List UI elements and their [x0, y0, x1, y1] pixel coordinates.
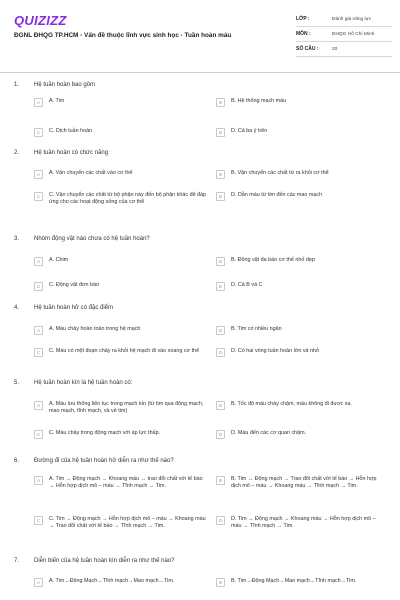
option-letter-badge: A [34, 401, 43, 410]
answer-option-b[interactable] [216, 401, 382, 410]
option-letter-badge: A [34, 326, 43, 335]
option-text: C. Tim → Động mạch → Hỗn hợp dịch mô – máu → Khoang máu → Trao đổi chất với tế bào → Tĩnh mạch → Tim. [49, 516, 206, 530]
option-letter-badge: B [216, 98, 225, 107]
option-letter-badge: A [34, 257, 43, 266]
option-letter-badge: C [34, 516, 43, 525]
option-text: A. Máu chảy hoàn toàn trong hệ mạch [49, 326, 141, 332]
option-letter-badge: D [216, 430, 225, 439]
answer-option-d[interactable] [216, 516, 382, 531]
answer-option-b[interactable] [216, 326, 382, 335]
option-text: D. Tim → Động mạch → Khoang máu → Hỗn hợp dịch mô – máu → Tĩnh mạch → Tim. [231, 516, 376, 530]
answer-option-a[interactable] [34, 578, 210, 587]
meta-row-class [296, 12, 392, 27]
answer-option-a[interactable] [34, 98, 210, 107]
question-text: Hệ tuần hoàn bao gồm [34, 82, 96, 88]
question-number: 1. [14, 82, 20, 88]
option-letter-badge: B [216, 578, 225, 587]
answer-option-c[interactable] [34, 192, 210, 207]
meta-table [296, 12, 392, 57]
option-text: B. Tim có nhiều ngăn [231, 326, 282, 332]
answer-option-b[interactable] [216, 578, 382, 587]
meta-row-subject [296, 27, 392, 42]
option-text: C. Máu chảy trong động mạch với áp lực thấp. [49, 430, 161, 436]
option-letter-badge: B [216, 326, 225, 335]
option-text: A. Vận chuyển các chất vào cơ thể [49, 170, 133, 176]
option-letter-badge: B [216, 476, 225, 485]
option-text: B. Tốc độ máu chảy chậm, máu không đi được xa. [231, 401, 352, 407]
option-letter-badge: A [34, 476, 43, 485]
option-text: C. Máu có một đoạn chảy ra khỏi hệ mạch đi vào xoang cơ thể [49, 348, 200, 354]
option-letter-badge: D [216, 282, 225, 291]
option-text: B. Tim→Động Mạch→Mao mạch→Tĩnh mạch→Tim. [231, 578, 357, 584]
question-number: 2. [14, 150, 20, 156]
answer-option-d[interactable] [216, 430, 382, 439]
answer-option-b[interactable] [216, 170, 382, 179]
option-letter-badge: A [34, 170, 43, 179]
question-number: 4. [14, 305, 20, 311]
option-text: A. Tim [49, 98, 65, 104]
option-letter-badge: A [34, 98, 43, 107]
question-number: 3. [14, 236, 20, 242]
option-text: A. Chim [49, 257, 69, 263]
option-letter-badge: D [216, 128, 225, 137]
question-number: 7. [14, 558, 20, 564]
question-text: Hệ tuần hoàn có chức năng [34, 150, 109, 156]
meta-label: LỚP : [296, 16, 310, 22]
answer-option-c[interactable] [34, 516, 210, 531]
meta-row-count [296, 42, 392, 57]
answer-option-a[interactable] [34, 170, 210, 179]
option-letter-badge: C [34, 128, 43, 137]
option-letter-badge: C [34, 192, 43, 201]
quizizz-logo: QUIZIZZ [14, 13, 67, 28]
option-text: C. Động vật đơn bào [49, 282, 99, 288]
meta-value: 20 [332, 46, 338, 52]
question-text: Diễn biến của hệ tuần hoàn kín diễn ra như thế nào? [34, 558, 175, 564]
answer-option-d[interactable] [216, 192, 382, 201]
option-letter-badge: C [34, 348, 43, 357]
answer-option-d[interactable] [216, 348, 382, 357]
option-letter-badge: C [34, 282, 43, 291]
option-text: D. Có hai vòng tuần hoàn lớn và nhỏ [231, 348, 320, 354]
answer-option-b[interactable] [216, 257, 382, 266]
option-text: A. Tim→Động Mạch→Tĩnh mạch→Mao mạch→Tim. [49, 578, 175, 584]
option-letter-badge: B [216, 257, 225, 266]
option-text: D. Máu đến các cơ quan chậm. [231, 430, 307, 436]
option-text: B. Tim → Động mạch → Trao đổi chất với tế bào → Hỗn hợp dịch mô – máu → Khoang máu → Tĩnh mạch → Tim. [231, 476, 377, 490]
answer-option-a[interactable] [34, 476, 210, 491]
meta-value: ĐHQG Hồ Chí Minh [332, 31, 375, 37]
answer-option-b[interactable] [216, 98, 382, 107]
option-letter-badge: C [34, 430, 43, 439]
question-text: Hệ tuần hoàn kín là hệ tuần hoàn có: [34, 380, 133, 386]
question-number: 6. [14, 458, 20, 464]
question-text: Nhóm động vật nào chưa có hệ tuần hoàn? [34, 236, 150, 242]
answer-option-c[interactable] [34, 282, 210, 291]
option-text: B. Hệ thống mạch máu [231, 98, 287, 104]
option-text: A. Máu lưu thông liên tục trong mạch kín (từ tim qua động mạch, mao mạch, tĩnh mạch, và về tim) [49, 401, 204, 415]
option-letter-badge: D [216, 348, 225, 357]
option-letter-badge: D [216, 516, 225, 525]
option-text: A. Tim → Động mạch → Khoang máu → trao đổi chất với tế bào → Hỗn hợp dịch mô – máu → Tĩnh mạch → Tim. [49, 476, 203, 490]
option-text: C. Dịch tuần hoàn [49, 128, 93, 134]
meta-label: MÔN : [296, 31, 311, 37]
answer-option-a[interactable] [34, 401, 210, 416]
answer-option-c[interactable] [34, 128, 210, 137]
document-title: ĐGNL ĐHQG TP.HCM - Vấn đề thuộc lĩnh vực sinh học - Tuần hoàn máu [14, 32, 232, 39]
header-divider [0, 72, 400, 73]
option-letter-badge: B [216, 170, 225, 179]
option-text: D. Cả ba ý trên [231, 128, 268, 134]
answer-option-a[interactable] [34, 257, 210, 266]
option-text: D. Cả B và C [231, 282, 263, 288]
answer-option-d[interactable] [216, 128, 382, 137]
answer-option-c[interactable] [34, 348, 210, 357]
meta-label: SỐ CÂU : [296, 46, 319, 52]
answer-option-c[interactable] [34, 430, 210, 439]
document-header [0, 0, 400, 68]
option-text: D. Dẫn máu từ tim đến các mao mạch [231, 192, 323, 198]
question-text: Đường đi của hệ tuần hoàn hở diễn ra như thế nào? [34, 458, 174, 464]
meta-value: Đánh giá năng lực [332, 16, 372, 22]
option-text: B. Vận chuyển các chất từ ra khỏi cơ thể [231, 170, 329, 176]
question-text: Hệ tuần hoàn hở có đặc điểm [34, 305, 113, 311]
answer-option-b[interactable] [216, 476, 382, 491]
answer-option-d[interactable] [216, 282, 382, 291]
question-number: 5. [14, 380, 20, 386]
option-text: C. Vận chuyển các chất từ bộ phận này đến bộ phận khác để đáp ứng cho các hoạt động sống của cơ thể [49, 192, 207, 206]
option-letter-badge: B [216, 401, 225, 410]
option-letter-badge: A [34, 578, 43, 587]
option-text: B. Động vật đa bào cơ thể nhỏ dẹp [231, 257, 315, 263]
answer-option-a[interactable] [34, 326, 210, 335]
option-letter-badge: D [216, 192, 225, 201]
